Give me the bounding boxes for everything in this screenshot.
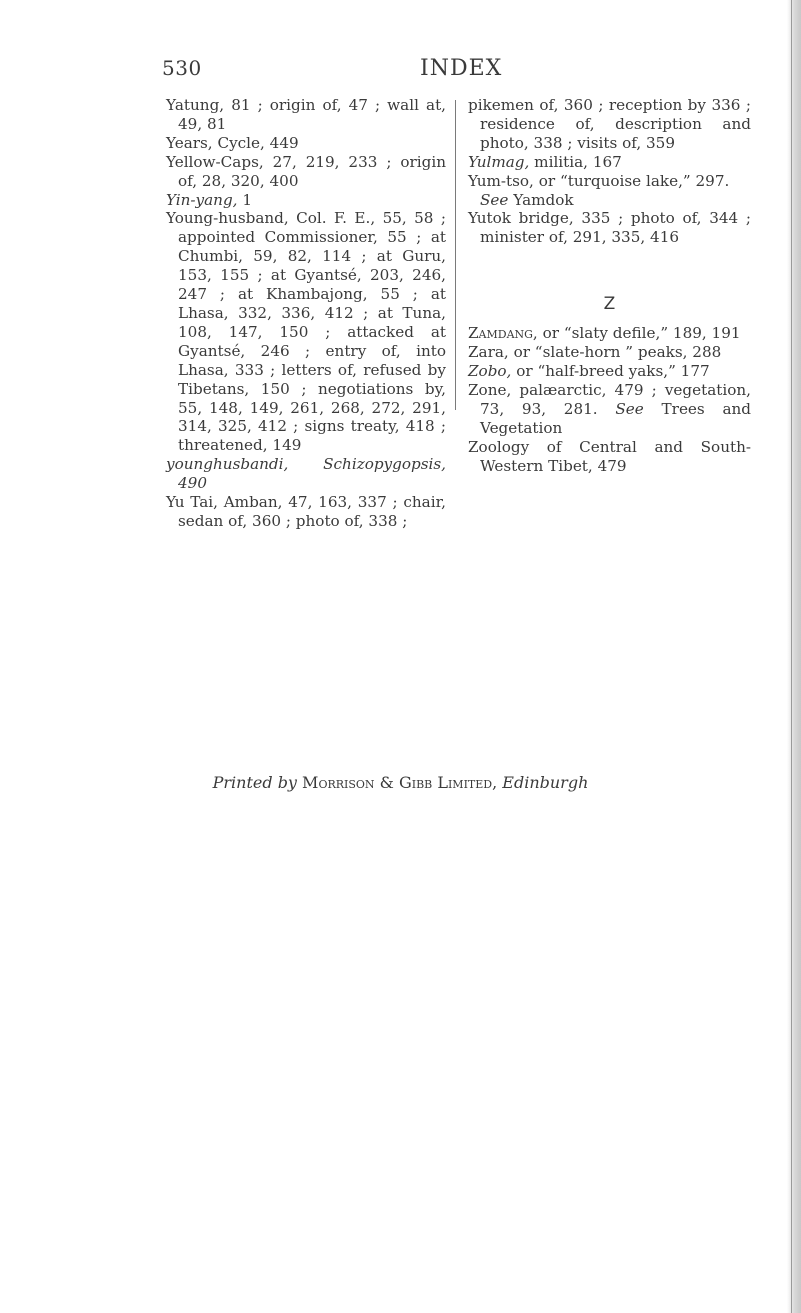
entry-head: Years, bbox=[166, 133, 213, 152]
index-entry bbox=[468, 153, 751, 172]
entry-body: Cycle, 449 bbox=[212, 133, 299, 152]
entry-head: Yutok bbox=[468, 209, 511, 228]
imprint-place: Edinburgh bbox=[497, 773, 589, 792]
entry-head: Zone, bbox=[468, 380, 512, 399]
index-entry bbox=[468, 438, 751, 476]
index-entry-continued bbox=[468, 96, 751, 153]
index-entry bbox=[166, 134, 446, 153]
page-number: 530 bbox=[162, 56, 202, 80]
page-edge-line bbox=[791, 0, 792, 1313]
entry-body: bridge, 335 ; photo of, 344 ; minister of, 291, 335, 416 bbox=[480, 209, 751, 247]
page-edge-shadow bbox=[787, 0, 801, 1313]
entry-head: Yellow-Caps, bbox=[166, 152, 264, 171]
see-target: Yamdok bbox=[508, 190, 574, 209]
see-reference: See bbox=[480, 190, 509, 209]
entry-head: Zara, bbox=[468, 343, 509, 362]
entry-body: or “slate-horn ” peaks, 288 bbox=[508, 343, 722, 362]
entry-body: pikemen of, 360 ; reception by 336 ; residence of, description and photo, 338 ; visits of, 359 bbox=[468, 96, 751, 152]
entry-body: 1 bbox=[237, 190, 252, 209]
index-entry bbox=[468, 209, 751, 247]
entry-head: Zamdang, bbox=[468, 324, 538, 343]
index-column-left bbox=[166, 96, 446, 531]
entry-head: Yatung, bbox=[166, 96, 225, 114]
see-reference: See bbox=[615, 399, 644, 418]
index-entry bbox=[166, 153, 446, 191]
imprint-prefix: Printed by bbox=[212, 773, 297, 792]
entry-head: Yum-tso, bbox=[468, 171, 534, 190]
entry-body: Schizopygopsis, 490 bbox=[178, 455, 446, 493]
index-entry bbox=[166, 455, 446, 493]
entry-head: younghusbandi, bbox=[166, 455, 289, 474]
index-entry bbox=[166, 96, 446, 134]
entry-body: militia, 167 bbox=[529, 152, 622, 171]
index-entry bbox=[468, 324, 751, 343]
entry-head: Zoology bbox=[468, 437, 530, 456]
index-column-right bbox=[468, 96, 751, 475]
entry-head: Young-husband, bbox=[166, 209, 289, 228]
see-target: Trees and Vegetation bbox=[480, 399, 752, 437]
column-divider bbox=[455, 100, 456, 410]
entry-body: 27, 219, 233 ; origin of, 28, 320, 400 bbox=[178, 152, 446, 190]
entry-head: Yulmag, bbox=[468, 152, 530, 171]
entry-body: palæarctic, 479 ; vegetation, 73, 93, 281. bbox=[480, 380, 751, 418]
entry-head: Zobo, bbox=[468, 361, 512, 380]
entry-body: 81 ; origin of, 47 ; wall at, 49, 81 bbox=[178, 96, 446, 133]
index-entry bbox=[468, 172, 751, 210]
entry-body: or “turquoise lake,” 297. bbox=[533, 171, 730, 190]
index-entry bbox=[468, 343, 751, 362]
entry-body: or “half-breed yaks,” 177 bbox=[511, 361, 710, 380]
entry-body: of Central and South-Western Tibet, 479 bbox=[480, 437, 751, 475]
entry-head: Yin-yang, bbox=[166, 190, 238, 209]
index-entry bbox=[166, 191, 446, 210]
running-head: INDEX bbox=[420, 56, 503, 81]
entry-body: or “slaty defile,” 189, 191 bbox=[537, 324, 741, 343]
index-entry bbox=[468, 381, 751, 438]
entry-head: Yu Tai, bbox=[166, 493, 218, 512]
printer-imprint bbox=[0, 773, 801, 792]
entry-body: Amban, 47, 163, 337 ; chair, sedan of, 360 ; photo of, 338 ; bbox=[178, 493, 446, 530]
section-letter: Z bbox=[603, 294, 616, 315]
index-entry bbox=[166, 493, 446, 531]
imprint-printer: Morrison & Gibb Limited, bbox=[296, 773, 498, 792]
index-entry bbox=[166, 209, 446, 455]
entry-body: Col. F. E., 55, 58 ; appointed Commissioner, 55 ; at Chumbi, 59, 82, 114 ; at Guru, 153, 155 ; at Gyantsé, 203, 246, 247 ; at Khambajong, 55 ; at Lhasa, 332, 336, 412 ; at Tuna, 108, 147, 150 ; attacked at Gyantsé, 246 ; entry of, into Lhasa, 333 ; letters of, refused by Tibetans, 150 ; negotiations by, 55, 148, 149, 261, 268, 272, 291, 314, 325, 412 ; signs treaty, 418 ; threatened, 149 bbox=[178, 209, 446, 455]
index-entry bbox=[468, 362, 751, 381]
